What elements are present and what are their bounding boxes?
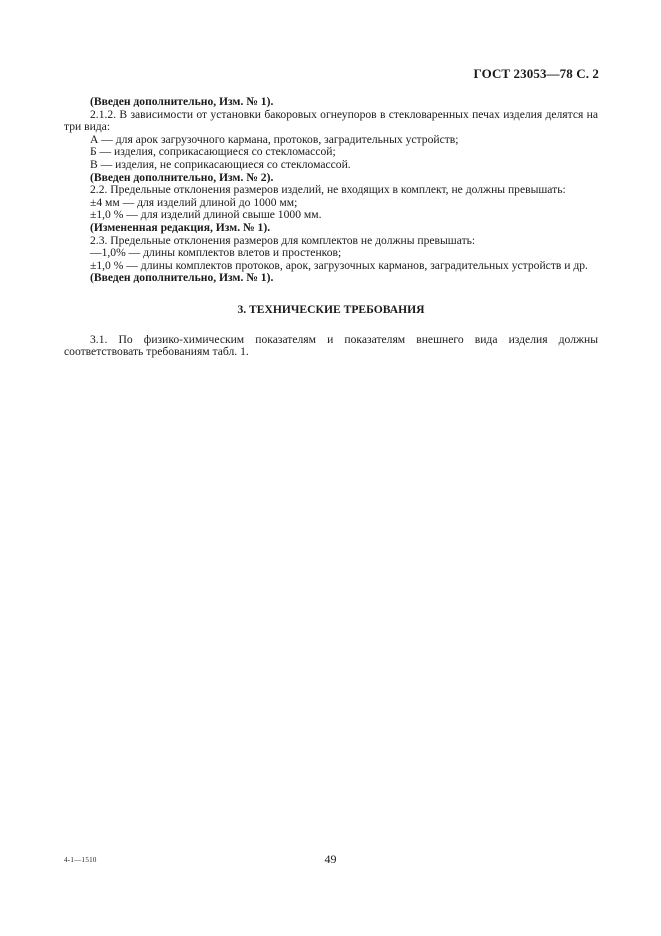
tolerance-item: ±1,0 % — для изделий длиной свыше 1000 мм. [90, 208, 322, 222]
amendment-note: (Введен дополнительно, Изм. № 1). [90, 95, 274, 108]
list-item-type-a: А — для арок загрузочного кармана, протоков, заградительных устройств; [90, 132, 459, 146]
amendment-note: (Измененная редакция, Изм. № 1). [90, 220, 271, 234]
tolerance-item: ±4 мм — для изделий длиной до 1000 мм; [90, 195, 298, 209]
section-title: 3. ТЕХНИЧЕСКИЕ ТРЕБОВАНИЯ [237, 302, 425, 316]
paragraph-3-1: 3.1. По физико-химическим показателям и показателям внешнего вида изделия должны соответствовать требованиям табл. 1. [64, 332, 598, 359]
paragraph-2-2: 2.2. Предельные отклонения размеров изделий, не входящих в комплект, не должны превышать: [90, 183, 566, 197]
amendment-note: (Введен дополнительно, Изм. № 1). [90, 271, 274, 285]
paragraph-2-3: 2.3. Предельные отклонения размеров для комплектов не должны превышать: [90, 233, 476, 247]
page-header: ГОСТ 23053—78 С. 2 [473, 66, 599, 81]
paragraph-2-1-2: 2.1.2. В зависимости от установки бакоровых огнеупоров в стекловаренных печах изделия делятся на три вида: [64, 107, 598, 134]
amendment-note: (Введен дополнительно, Изм. № 2). [90, 170, 274, 184]
page-number: 49 [324, 852, 337, 866]
list-item-type-b: Б — изделия, соприкасающиеся со стекломассой; [90, 145, 336, 159]
page-content [64, 96, 598, 359]
tolerance-item: ±1,0 % — длины комплектов протоков, арок, загрузочных карманов, заградительных устройств и др. [90, 258, 588, 272]
tolerance-item: —1,0% — длины комплектов влетов и простенков; [90, 246, 342, 260]
list-item-type-v: В — изделия, не соприкасающиеся со стекломассой. [90, 157, 351, 171]
print-code: 4-1—1510 [64, 856, 97, 864]
